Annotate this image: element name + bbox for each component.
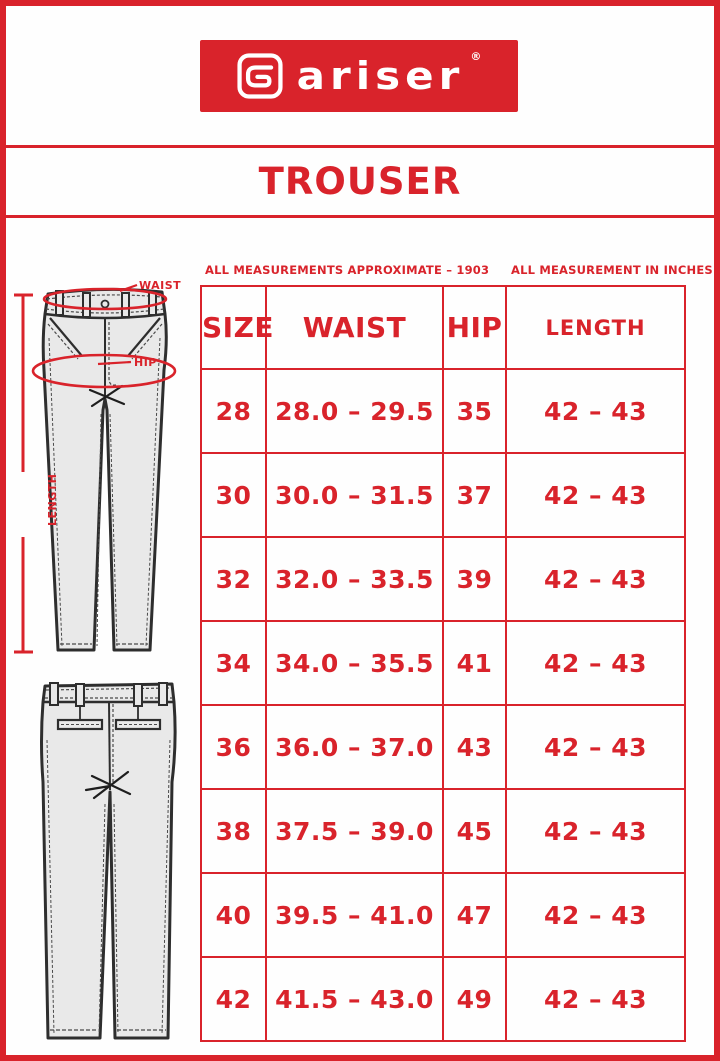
trouser-sketch-svg bbox=[10, 278, 200, 1050]
hip-label: HIP bbox=[134, 356, 157, 369]
waist-label: WAIST bbox=[139, 279, 182, 292]
size-table bbox=[200, 285, 686, 1042]
trouser-illustrations bbox=[10, 278, 200, 1050]
cell-waist: 39.5 – 41.0 bbox=[266, 873, 443, 957]
table-row bbox=[201, 369, 685, 453]
cell-size: 42 bbox=[201, 957, 266, 1041]
cell-size: 38 bbox=[201, 789, 266, 873]
cell-hip: 45 bbox=[443, 789, 506, 873]
cell-size: 32 bbox=[201, 537, 266, 621]
length-label: LENGTH bbox=[46, 473, 59, 526]
table-row bbox=[201, 873, 685, 957]
size-table-header-row bbox=[201, 286, 685, 369]
trouser-front-illustration bbox=[14, 279, 181, 652]
cell-size: 34 bbox=[201, 621, 266, 705]
title-band bbox=[6, 145, 714, 218]
cell-length: 42 – 43 bbox=[506, 453, 685, 537]
cell-waist: 34.0 – 35.5 bbox=[266, 621, 443, 705]
registered-trademark: ® bbox=[470, 50, 482, 63]
cell-waist: 37.5 – 39.0 bbox=[266, 789, 443, 873]
brand-logo bbox=[200, 40, 518, 112]
cell-size: 40 bbox=[201, 873, 266, 957]
page-title: TROUSER bbox=[258, 160, 462, 203]
cell-size: 28 bbox=[201, 369, 266, 453]
cell-hip: 43 bbox=[443, 705, 506, 789]
cell-size: 36 bbox=[201, 705, 266, 789]
ariser-a-icon bbox=[237, 53, 283, 99]
cell-waist: 30.0 – 31.5 bbox=[266, 453, 443, 537]
cell-length: 42 – 43 bbox=[506, 789, 685, 873]
cell-length: 42 – 43 bbox=[506, 873, 685, 957]
column-header-waist: WAIST bbox=[266, 286, 443, 369]
cell-hip: 37 bbox=[443, 453, 506, 537]
table-row bbox=[201, 957, 685, 1041]
cell-waist: 36.0 – 37.0 bbox=[266, 705, 443, 789]
cell-size: 30 bbox=[201, 453, 266, 537]
column-header-hip: HIP bbox=[443, 286, 506, 369]
cell-waist: 32.0 – 33.5 bbox=[266, 537, 443, 621]
cell-length: 42 – 43 bbox=[506, 537, 685, 621]
cell-hip: 41 bbox=[443, 621, 506, 705]
cell-hip: 47 bbox=[443, 873, 506, 957]
cell-length: 42 – 43 bbox=[506, 705, 685, 789]
cell-hip: 39 bbox=[443, 537, 506, 621]
table-row bbox=[201, 621, 685, 705]
cell-hip: 49 bbox=[443, 957, 506, 1041]
table-row bbox=[201, 789, 685, 873]
note-measurement-in-inches: ALL MEASUREMENT IN INCHES bbox=[511, 263, 713, 277]
note-measurements-approximate: ALL MEASUREMENTS APPROXIMATE – 1903 bbox=[205, 263, 490, 277]
table-row bbox=[201, 453, 685, 537]
column-header-size: SIZE bbox=[201, 286, 266, 369]
length-dimension-line bbox=[14, 295, 33, 652]
cell-waist: 28.0 – 29.5 bbox=[266, 369, 443, 453]
cell-length: 42 – 43 bbox=[506, 957, 685, 1041]
table-row bbox=[201, 705, 685, 789]
table-row bbox=[201, 537, 685, 621]
column-header-length: LENGTH bbox=[506, 286, 685, 369]
trouser-back-illustration bbox=[42, 683, 176, 1038]
cell-hip: 35 bbox=[443, 369, 506, 453]
cell-length: 42 – 43 bbox=[506, 369, 685, 453]
brand-name: ariser bbox=[296, 53, 465, 99]
cell-length: 42 – 43 bbox=[506, 621, 685, 705]
cell-waist: 41.5 – 43.0 bbox=[266, 957, 443, 1041]
